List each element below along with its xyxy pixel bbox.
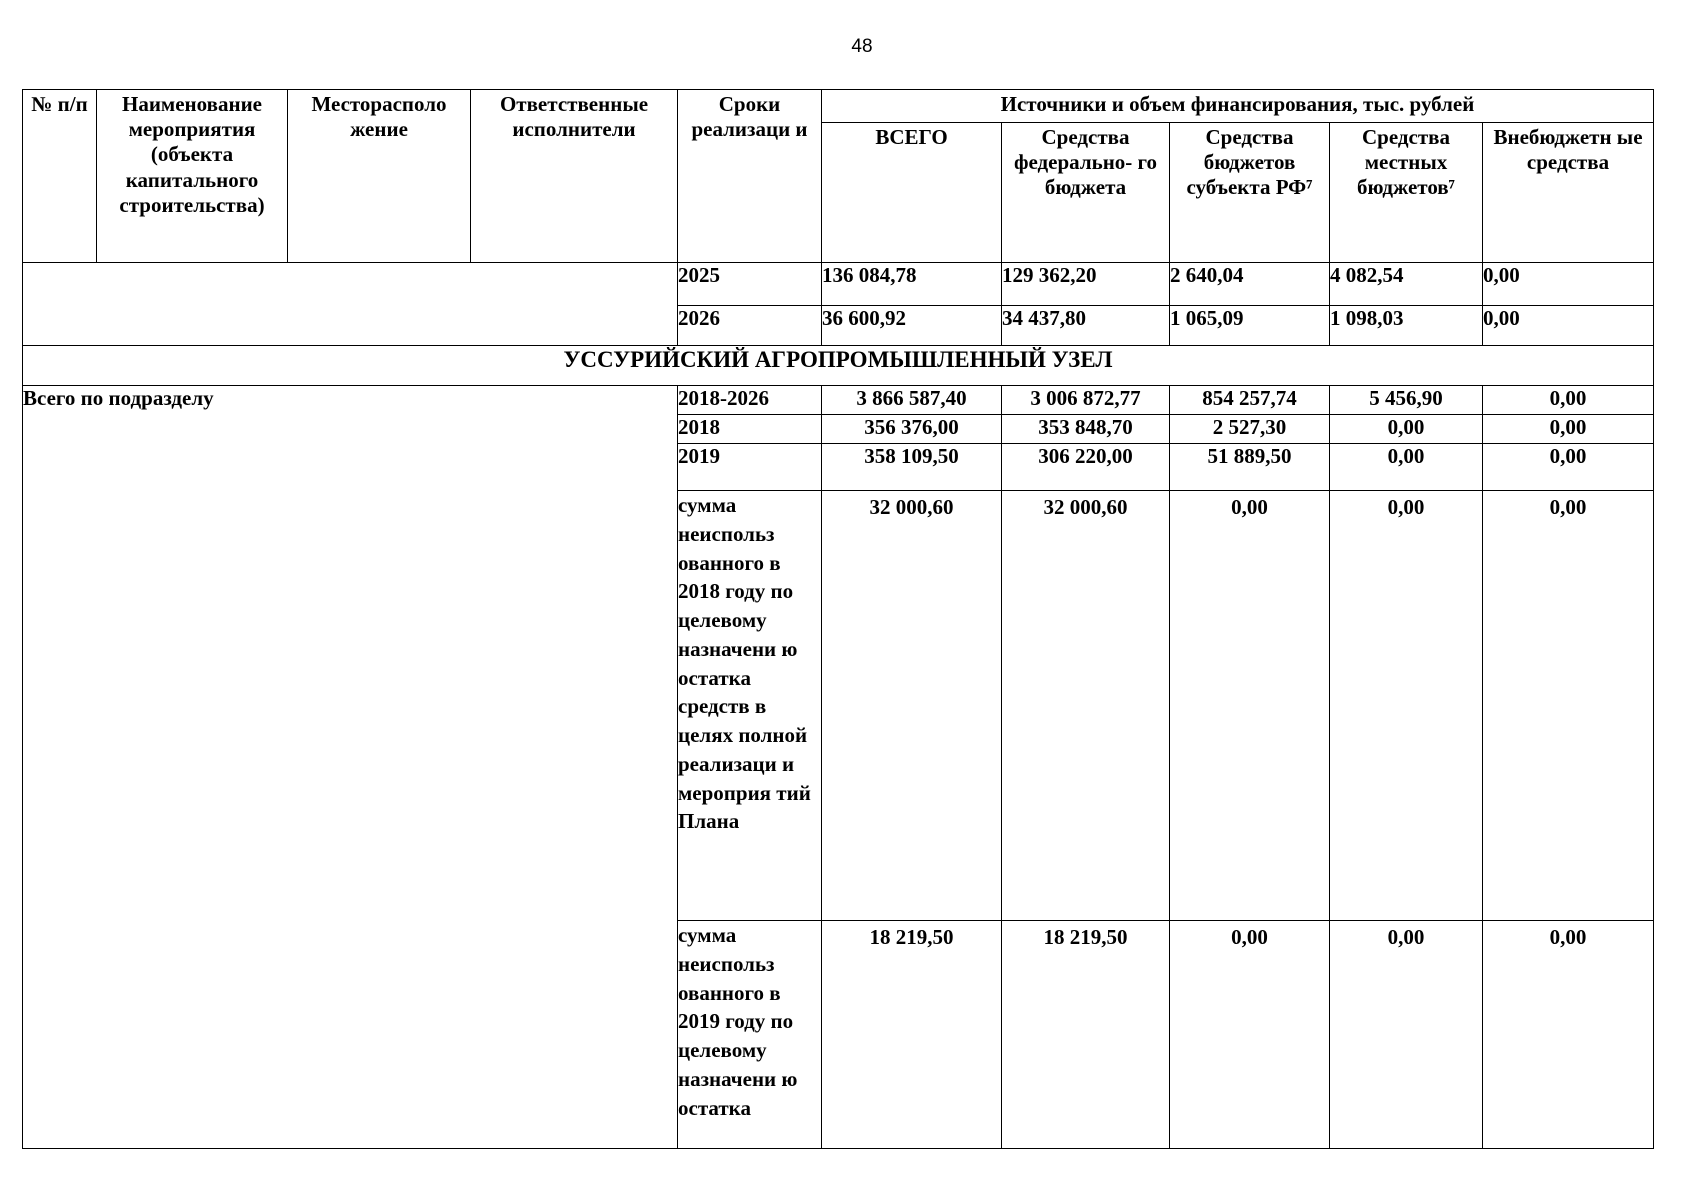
total-cell: 32 000,60: [822, 491, 1002, 921]
local-cell: 4 082,54: [1330, 263, 1483, 306]
local-cell: 0,00: [1330, 444, 1483, 491]
col-header-terms: Сроки реализаци и: [678, 90, 822, 263]
term-cell: 2026: [678, 306, 822, 346]
local-cell: 0,00: [1330, 921, 1483, 1149]
subsection-label: Всего по подразделу: [23, 386, 678, 1149]
term-cell-text: сумма неиспольз ованного в 2019 году по целевому назначени ю остатка: [678, 923, 798, 1120]
col-header-extra: Внебюджетн ые средства: [1483, 123, 1654, 263]
federal-cell: 32 000,60: [1002, 491, 1170, 921]
header-row-1: [23, 90, 1654, 123]
col-header-name: Наименование мероприятия (объекта капитального строительства): [97, 90, 288, 263]
page-number: 48: [851, 36, 873, 57]
total-cell: 36 600,92: [822, 306, 1002, 346]
regional-cell: 2 640,04: [1170, 263, 1330, 306]
extra-cell: 0,00: [1483, 263, 1654, 306]
extra-cell: 0,00: [1483, 386, 1654, 415]
local-cell: 0,00: [1330, 491, 1483, 921]
total-cell: 358 109,50: [822, 444, 1002, 491]
term-cell: 2018-2026: [678, 386, 822, 415]
federal-cell: 353 848,70: [1002, 415, 1170, 444]
total-cell: 136 084,78: [822, 263, 1002, 306]
federal-cell: 18 219,50: [1002, 921, 1170, 1149]
total-cell: 3 866 587,40: [822, 386, 1002, 415]
extra-cell: 0,00: [1483, 415, 1654, 444]
table-row: [23, 386, 1654, 415]
regional-cell: 1 065,09: [1170, 306, 1330, 346]
extra-cell: 0,00: [1483, 444, 1654, 491]
col-header-location: Месторасполо жение: [288, 90, 471, 263]
term-cell: 2019: [678, 444, 822, 491]
section-row: [23, 346, 1654, 386]
extra-cell: 0,00: [1483, 491, 1654, 921]
regional-cell: 51 889,50: [1170, 444, 1330, 491]
col-header-federal: Средства федерально- го бюджета: [1002, 123, 1170, 263]
col-header-regional: Средства бюджетов субъекта РФ⁷: [1170, 123, 1330, 263]
regional-cell: 854 257,74: [1170, 386, 1330, 415]
col-header-executors: Ответственные исполнители: [471, 90, 678, 263]
table-row: [23, 263, 1654, 306]
total-cell: 18 219,50: [822, 921, 1002, 1149]
local-cell: 0,00: [1330, 415, 1483, 444]
empty-cell: [23, 263, 678, 346]
local-cell: 1 098,03: [1330, 306, 1483, 346]
col-header-local: Средства местных бюджетов⁷: [1330, 123, 1483, 263]
col-header-num: № п/п: [23, 90, 97, 263]
regional-cell: 2 527,30: [1170, 415, 1330, 444]
col-header-funding-group: Источники и объем финансирования, тыс. рублей: [822, 90, 1654, 123]
federal-cell: 34 437,80: [1002, 306, 1170, 346]
term-cell: сумма неиспольз ованного в 2018 году по целевому назначени ю остатка средств в целях полной реализаци и мероприя тий Плана: [678, 491, 822, 921]
section-title: УССУРИЙСКИЙ АГРОПРОМЫШЛЕННЫЙ УЗЕЛ: [23, 346, 1654, 386]
regional-cell: 0,00: [1170, 491, 1330, 921]
federal-cell: 129 362,20: [1002, 263, 1170, 306]
term-cell: [678, 921, 822, 1149]
term-cell: 2018: [678, 415, 822, 444]
extra-cell: 0,00: [1483, 306, 1654, 346]
federal-cell: 306 220,00: [1002, 444, 1170, 491]
financing-table: [22, 89, 1654, 1149]
extra-cell: 0,00: [1483, 921, 1654, 1149]
regional-cell: 0,00: [1170, 921, 1330, 1149]
federal-cell: 3 006 872,77: [1002, 386, 1170, 415]
local-cell: 5 456,90: [1330, 386, 1483, 415]
term-cell: 2025: [678, 263, 822, 306]
total-cell: 356 376,00: [822, 415, 1002, 444]
col-header-total: ВСЕГО: [822, 123, 1002, 263]
